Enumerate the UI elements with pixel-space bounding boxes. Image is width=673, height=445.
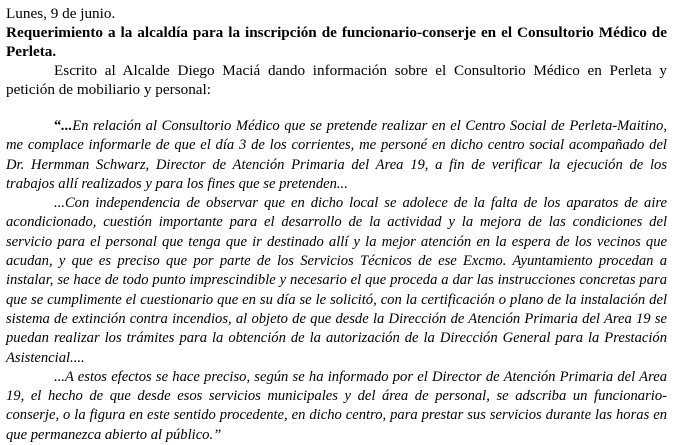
quote-paragraph-3: ...A estos efectos se hace preciso, según se ha informado por el Director de Atención Primaria del Area 19, el hecho de que desde esos servicios municipales y del área de personal, se adscriba un funcionario-conserje, o la figura en este sentido procedente, en dicho centro, para prestar sus servicios durante las horas en que permanezca abierto al público.” [6,368,667,443]
entry-title: Requerimiento a la alcaldía para la inscripción de funcionario-conserje en el Consultorio Médico de Perleta. [6,24,667,60]
quoted-letter [6,117,667,445]
quote-paragraph-1 [6,117,667,194]
quote-paragraph-1-text: En relación al Consultorio Médico que se pretende realizar en el Centro Social de Perleta-Maitino, me complace informarle de que el día 3 de los corrientes, me personé en dicho centro social acompañado del Dr. Hermman Schwarz, Director de Atención Primaria del Area 19, a fin de verificar la ejecución de los trabajos allí realizados y para los fines que se pretenden... [6,118,667,192]
quote-lead-in: ... [61,118,73,134]
quote-paragraph-2: ...Con independencia de observar que en dicho local se adolece de la falta de los aparatos de aire acondicionado, cuestión importante para el desarrollo de la actividad y la mejora de las condiciones del servicio para el personal que tenga que ir destinado allí y la mejor atención en la espera de los vecinos que acudan, y que es preciso que por parte de los Servicios Técnicos de ese Excmo. Ayuntamiento procedan a instalar, se hace de todo punto imprescindible y necesario el que proceda a dar las instrucciones concretas para que se cumplimente el cuestionario que en su día se le solicitó, con la certificación o plano de la instalación del sistema de extinción contra incendios, al objeto de que desde la Dirección de Atención Primaria del Area 19 se puedan realizar los trámites para la obtención de la autorización de la Dirección General para la Prestación Asistencial.... [6,195,667,366]
entry-date: Lunes, 9 de junio. [6,5,116,22]
entry-intro: Escrito al Alcalde Diego Maciá dando información sobre el Consultorio Médico en Perleta y petición de mobiliario y personal: [6,62,667,98]
open-quote-mark: “ [54,118,62,134]
document-page [6,4,667,445]
